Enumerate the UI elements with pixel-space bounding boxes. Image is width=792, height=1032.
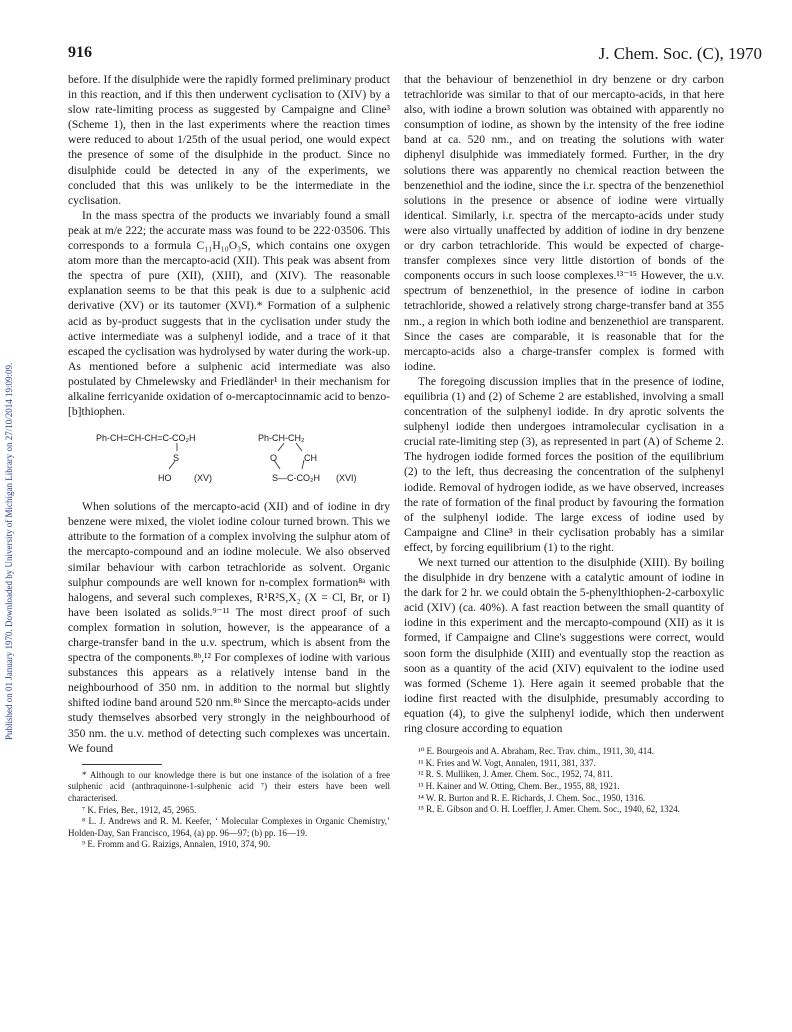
paragraph: before. If the disulphide were the rapidly formed preliminary product in this reaction, and if this then underwent cyclisation to (XIV) by a slow rate-limiting process as suggested by Campaigne and Cline³ (Scheme 1), then in the last experiments where the reaction times were reduced to about 1/25th of the usual period, one would expect the presence of some of the disulphide in the product. Since no disulphide could be detected in any of the experiments, we concluded that this was unlikely to be the intermediate in the cyclisation. [68,73,390,207]
footnote: ⁸ L. J. Andrews and R. M. Keefer, ‘ Molecular Complexes in Organic Chemistry,’ Holden-Day, San Francisco, 1964, (a) pp. 96—97; (b) pp. 16—19. [68,816,390,838]
footnotes-left [68,770,390,851]
download-watermark [4,120,18,740]
structure-xvi-top: Ph-CH-CH₂ [258,433,305,444]
paragraph: When solutions of the mercapto-acid (XII) and of iodine in dry benzene were mixed, the violet iodine colour turned brown. This we attribute to the formation of a complex involving the sulphur atom of the mercapto-compound and an iodine molecule. We also observed similar behaviour with carbon tetrachloride as solvent. Organic sulphur compounds are well known for n-complex formation⁸ᵃ with halogens, and several such complexes, R¹R²S,X₂ (X = Cl, Br, or I) have been isolated as solids.⁹⁻¹¹ The most direct proof of such complex formation in solution, however, is the appearance of a charge-transfer band in the u.v. spectrum, which is absent from the spectra of the components.⁸ᵇ,¹² For complexes of iodine with various substances this appears as a relatively intense band in the neighbourhood of 350 nm. in addition to the normal but slightly shifted iodine band around 520 nm.⁸ᵇ Since the mercapto-acids under study themselves absorbed very strongly in the neighbourhood of 350 nm. the u.v. method of detecting such complexes was uncertain. We found [68,500,390,755]
structure-xvi-ch: CH [304,453,317,464]
footnote: ¹⁰ E. Bourgeois and A. Abraham, Rec. Trav. chim., 1911, 30, 414. [418,746,654,757]
footnote: ¹¹ K. Fries and W. Vogt, Annalen, 1911, 381, 337. [418,757,596,768]
download-watermark-text: Published on 01 January 1970. Downloaded by University of Michigan Library on 27/10/2014 19:09:09. [4,362,14,740]
footnote: ¹³ H. Kainer and W. Otting, Chem. Ber., 1955, 88, 1921. [418,780,620,791]
footnote-rule [82,764,162,765]
footnote: ¹² R. S. Mulliken, J. Amer. Chem. Soc., 1952, 74, 811. [418,769,613,780]
footnote: * Although to our knowledge there is but one instance of the isolation of a free sulphenic acid (anthraquinone-1-sulphenic acid ⁷) their esters have been well characterised. [68,769,390,803]
structure-xv-chain: Ph-CH=CH-CH=C-CO₂H [96,433,196,444]
structure-xvi-label: (XVI) [336,473,357,484]
left-column [68,72,390,851]
right-column [404,72,724,816]
journal-header: J. Chem. Soc. (C), 1970 [598,44,762,63]
paragraph: We next turned our attention to the disulphide (XIII). By boiling the disulphide in dry benzene with a catalytic amount of iodine in the dark for 2 hr. we could obtain the 5-phenylthiophen-2-carboxylic acid (XIV) (ca. 40%). A fast reaction between the small quantity of iodine in this experiment and the mercapto-compound (XII) as it is formed, if Campaigne and Cline's suggestions were correct, would soon form the disulphide (XIII) and eventually stop the reaction as soon as a quantity of the acid (XIV) equivalent to the iodine used was formed (Scheme 1). Here again it seemed probable that the iodine first reacted with the disulphide, presumably according to equation (4), to give the sulphenyl iodide, which then underwent ring closure according to equation [404,556,724,736]
footnote: ¹⁴ W. R. Burton and R. E. Richards, J. Chem. Soc., 1950, 1316. [418,792,646,803]
page-number: 916 [68,44,92,61]
structure-xv-s: S [173,453,180,464]
footnote: ⁷ K. Fries, Ber., 1912, 45, 2965. [82,804,197,815]
structure-xvi-o: O [270,453,278,464]
paragraph: The foregoing discussion implies that in the presence of iodine, equilibria (1) and (2) of Scheme 2 are established, involving a small concentration of the sulphenyl iodide. In dry aprotic solvents the sulphenyl iodide then undergoes intramolecular cyclisation in a crucial rate-limiting step (3), as represented in part (A) of Scheme 2. The hydrogen iodide formed forces the position of the equilibrium (2) to the left, thus decreasing the concentration of the sulphenyl iodide. Removal of hydrogen iodide, as we have observed, increases the rate of formation of the final product by favouring the formation of the sulphenyl iodide. The large excess of iodine used by Campaigne and Cline³ in their cyclisation probably has a similar effect, by forcing equilibrium (1) to the right. [404,374,724,554]
footnotes-right [404,746,724,816]
structure-xv-label: (XV) [194,473,212,484]
footnote: ¹⁵ R. E. Gibson and O. H. Loeffler, J. Amer. Chem. Soc., 1940, 62, 1324. [418,804,681,815]
footnote: ⁹ E. Fromm and G. Raizigs, Annalen, 1910, 374, 90. [82,839,271,850]
paragraph: In the mass spectra of the products we invariably found a small peak at m/e 222; the accurate mass was found to be 222·03506. This corresponds to a formula C₁₁H₁₀O₃S, which contains one oxygen atom more than the mercapto-acid (XII). This peak was absent from the spectra of pure (XII), (XIII), and (XIV). The reasonable explanation seems to be that this peak is due to a sulphenic acid derivative (XV) or its tautomer (XVI).* Formation of a sulphenic acid as by-product suggests that in the cyclisation under study the active intermediate was a sulphenyl iodide, and a trace of it that escaped the cyclisation was hydrolysed by water during the work-up. As mentioned before a sulphenic acid intermediate was also postulated by Chmelewsky and Friedländer¹ in their mechanism for alkaline ferricyanide oxidation of o-mercaptocinnamic acid to benzo-[b]thiophen. [68,208,390,419]
chemical-structures [68,425,390,489]
structure-xvi-bottom: S—C-CO₂H [272,473,320,484]
structure-xv-ho: HO [158,473,172,484]
paragraph: that the behaviour of benzenethiol in dry benzene or dry carbon tetrachloride was similar to that of our mercapto-acids, in that here also, with iodine a brown solution was obtained with apparently no consumption of iodine, as shown by the intensity of the free iodine band at ca. 520 nm., and on treating the solutions with water diphenyl disulphide was immediately formed. Further, in the dry solutions there was apparently no chemical reaction between the benzenethiol and the iodine, since the i.r. spectra of the benzenethiol solutions in the presence or absence of iodine were virtually identical. Similarly, i.r. spectra of the mercapto-acids under study were also virtually unaffected by addition of iodine in dry benzene or dry carbon tetrachloride. This would be expected of charge-transfer complexes since very little distortion of bonds of the components occurs in such loose complexes.¹³⁻¹⁵ However, the u.v. spectrum of benzenethiol, in the presence of iodine in carbon tetrachloride, showed a relatively strong charge-transfer band at 355 nm., a region in which both iodine and benzenethiol are transparent. Since the cases are comparable, it is reasonable that for the mercapto-acids also a charge-transfer complex is formed with iodine. [404,73,724,373]
